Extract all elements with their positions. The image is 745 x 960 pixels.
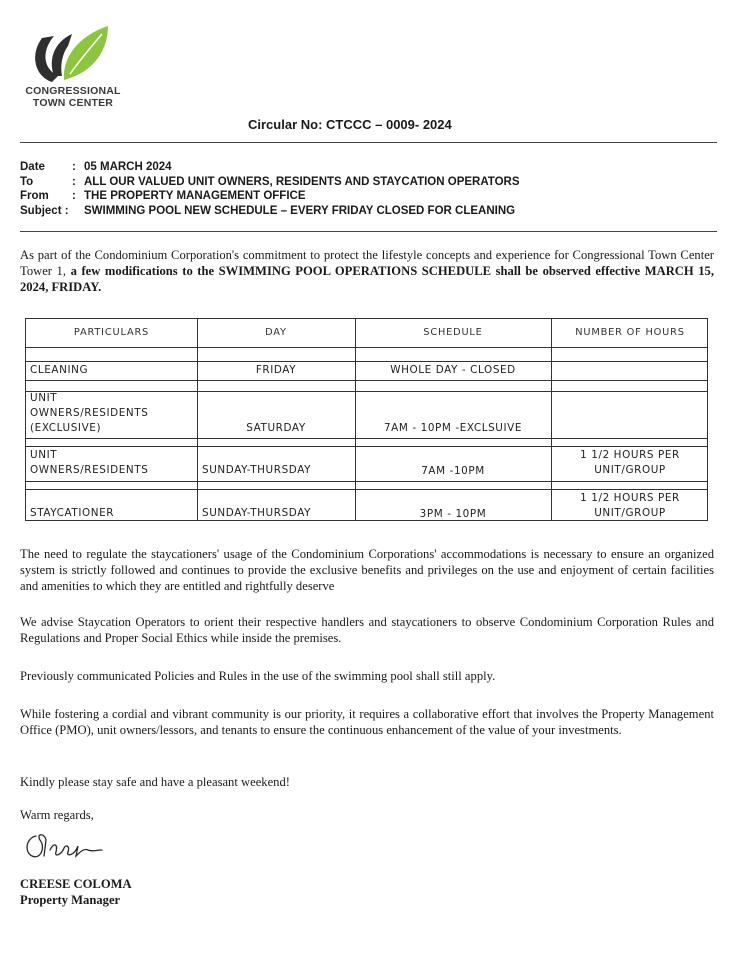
table-cell-hours-line2: UNIT/GROUP <box>594 464 666 476</box>
table-cell-hours-line1: 1 1/2 HOURS PER <box>580 449 680 461</box>
table-cell-particulars-line1: UNIT <box>30 392 58 404</box>
table-row-line <box>26 446 707 447</box>
company-logo <box>14 18 132 118</box>
intro-part2: a few modifications to the <box>70 263 215 278</box>
memo-from-row <box>20 189 520 204</box>
table-cell-particulars: CLEANING <box>30 364 89 376</box>
table-cell-hours-line2: UNIT/GROUP <box>594 507 666 519</box>
schedule-table <box>25 318 708 521</box>
table-row-line <box>26 361 707 362</box>
table-header-day: DAY <box>265 327 287 338</box>
intro-paragraph <box>20 248 714 295</box>
to-sep: : <box>72 175 76 188</box>
table-cell-particulars-line2: OWNERS/RESIDENTS <box>30 464 149 476</box>
leaf-logo-icon <box>28 24 118 86</box>
date-sep: : <box>72 161 76 173</box>
table-cell-day: SUNDAY-THURSDAY <box>202 507 312 519</box>
table-header-hours: NUMBER OF HOURS <box>575 327 685 338</box>
memo-date-row <box>20 160 520 175</box>
paragraph-previous: Previously communicated Policies and Rules in the use of the swimming pool shall still apply. <box>20 669 496 683</box>
table-row-line <box>26 391 707 392</box>
table-cell-schedule: 7AM -10PM <box>421 465 485 477</box>
paragraph-fostering: While fostering a cordial and vibrant community is our priority, it requires a collaborative effort that involves the Property Management Office (PMO), unit owners/lessors, and tenants to ensure the continuous enhancement of the value of your investments. <box>20 707 714 737</box>
paragraph-advise: We advise Staycation Operators to orient their respective handlers and staycationers to observe Condominium Corporation Rules and Regulations and Proper Social Ethics while inside the premises. <box>20 615 714 645</box>
table-cell-day: FRIDAY <box>255 364 297 376</box>
table-cell-schedule: WHOLE DAY - CLOSED <box>390 364 516 376</box>
table-header-particulars: PARTICULARS <box>73 327 150 338</box>
intro-part3: SWIMMING POOL OPERATIONS SCHEDULE shall be observed effective MARCH 15, 2024, FRIDAY. <box>20 263 714 294</box>
signer-name: CREESE COLOMA <box>20 877 132 891</box>
divider-top <box>20 142 717 143</box>
paragraph-need: The need to regulate the staycationers' usage of the Condominium Corporations' accommodations is necessary to ensure an organized system is strictly followed and continues to provide the exclusive benefits and privileges on the use and enjoyment of certain facilities and amenities to which they are entitled and rightfully deserve <box>20 547 714 593</box>
table-row-line <box>26 380 707 381</box>
date-value: 05 MARCH 2024 <box>84 161 172 173</box>
signer-block <box>20 876 132 908</box>
logo-text-line2: TOWN CENTER <box>32 97 114 109</box>
table-cell-schedule: 3PM - 10PM <box>419 508 487 520</box>
intro-part1: As part of the Condominium Corporation's commitment to protect the lifestyle concepts and experience for Congressional Town Center Tower 1, <box>20 248 714 278</box>
table-cell-particulars-line2: OWNERS/RESIDENTS <box>30 407 149 419</box>
subject-value: SWIMMING POOL NEW SCHEDULE – EVERY FRIDAY CLOSED FOR CLEANING <box>84 204 516 217</box>
handwritten-signature <box>22 826 112 871</box>
table-cell-day: SATURDAY <box>246 422 306 434</box>
table-row-line <box>26 347 707 348</box>
signature-icon <box>22 826 112 866</box>
table-row-line <box>26 481 707 482</box>
table-cell-schedule: 7AM - 10PM -EXCLSUIVE <box>383 422 523 434</box>
table-row-line <box>26 438 707 439</box>
logo-text-line1: CONGRESSIONAL <box>25 85 121 97</box>
to-value: ALL OUR VALUED UNIT OWNERS, RESIDENTS AND STAYCATION OPERATORS <box>84 175 520 188</box>
from-sep: : <box>72 190 76 203</box>
date-label: Date <box>20 161 45 173</box>
table-cell-particulars-line1: UNIT <box>30 449 58 461</box>
table-cell-particulars-line3: (EXCLUSIVE) <box>30 422 102 434</box>
table-cell-day: SUNDAY-THURSDAY <box>202 464 312 476</box>
table-row-line <box>26 489 707 490</box>
divider-bottom <box>20 231 717 232</box>
table-cell-particulars: STAYCATIONER <box>30 507 115 519</box>
closing-regards: Warm regards, <box>20 808 94 822</box>
from-label: From <box>20 190 49 203</box>
to-label: To <box>20 175 34 188</box>
memo-to-row <box>20 175 520 190</box>
from-value: THE PROPERTY MANAGEMENT OFFICE <box>84 190 306 203</box>
subject-label: Subject : <box>20 204 69 217</box>
paragraph-kindly: Kindly please stay safe and have a pleasant weekend! <box>20 775 290 789</box>
signer-title: Property Manager <box>20 893 121 907</box>
table-header-schedule: SCHEDULE <box>423 327 483 338</box>
memo-subject-row <box>20 204 520 219</box>
memo-header <box>20 160 520 218</box>
table-cell-hours-line1: 1 1/2 HOURS PER <box>580 492 680 504</box>
circular-number: Circular No: CTCCC – 0009- 2024 <box>248 117 452 132</box>
